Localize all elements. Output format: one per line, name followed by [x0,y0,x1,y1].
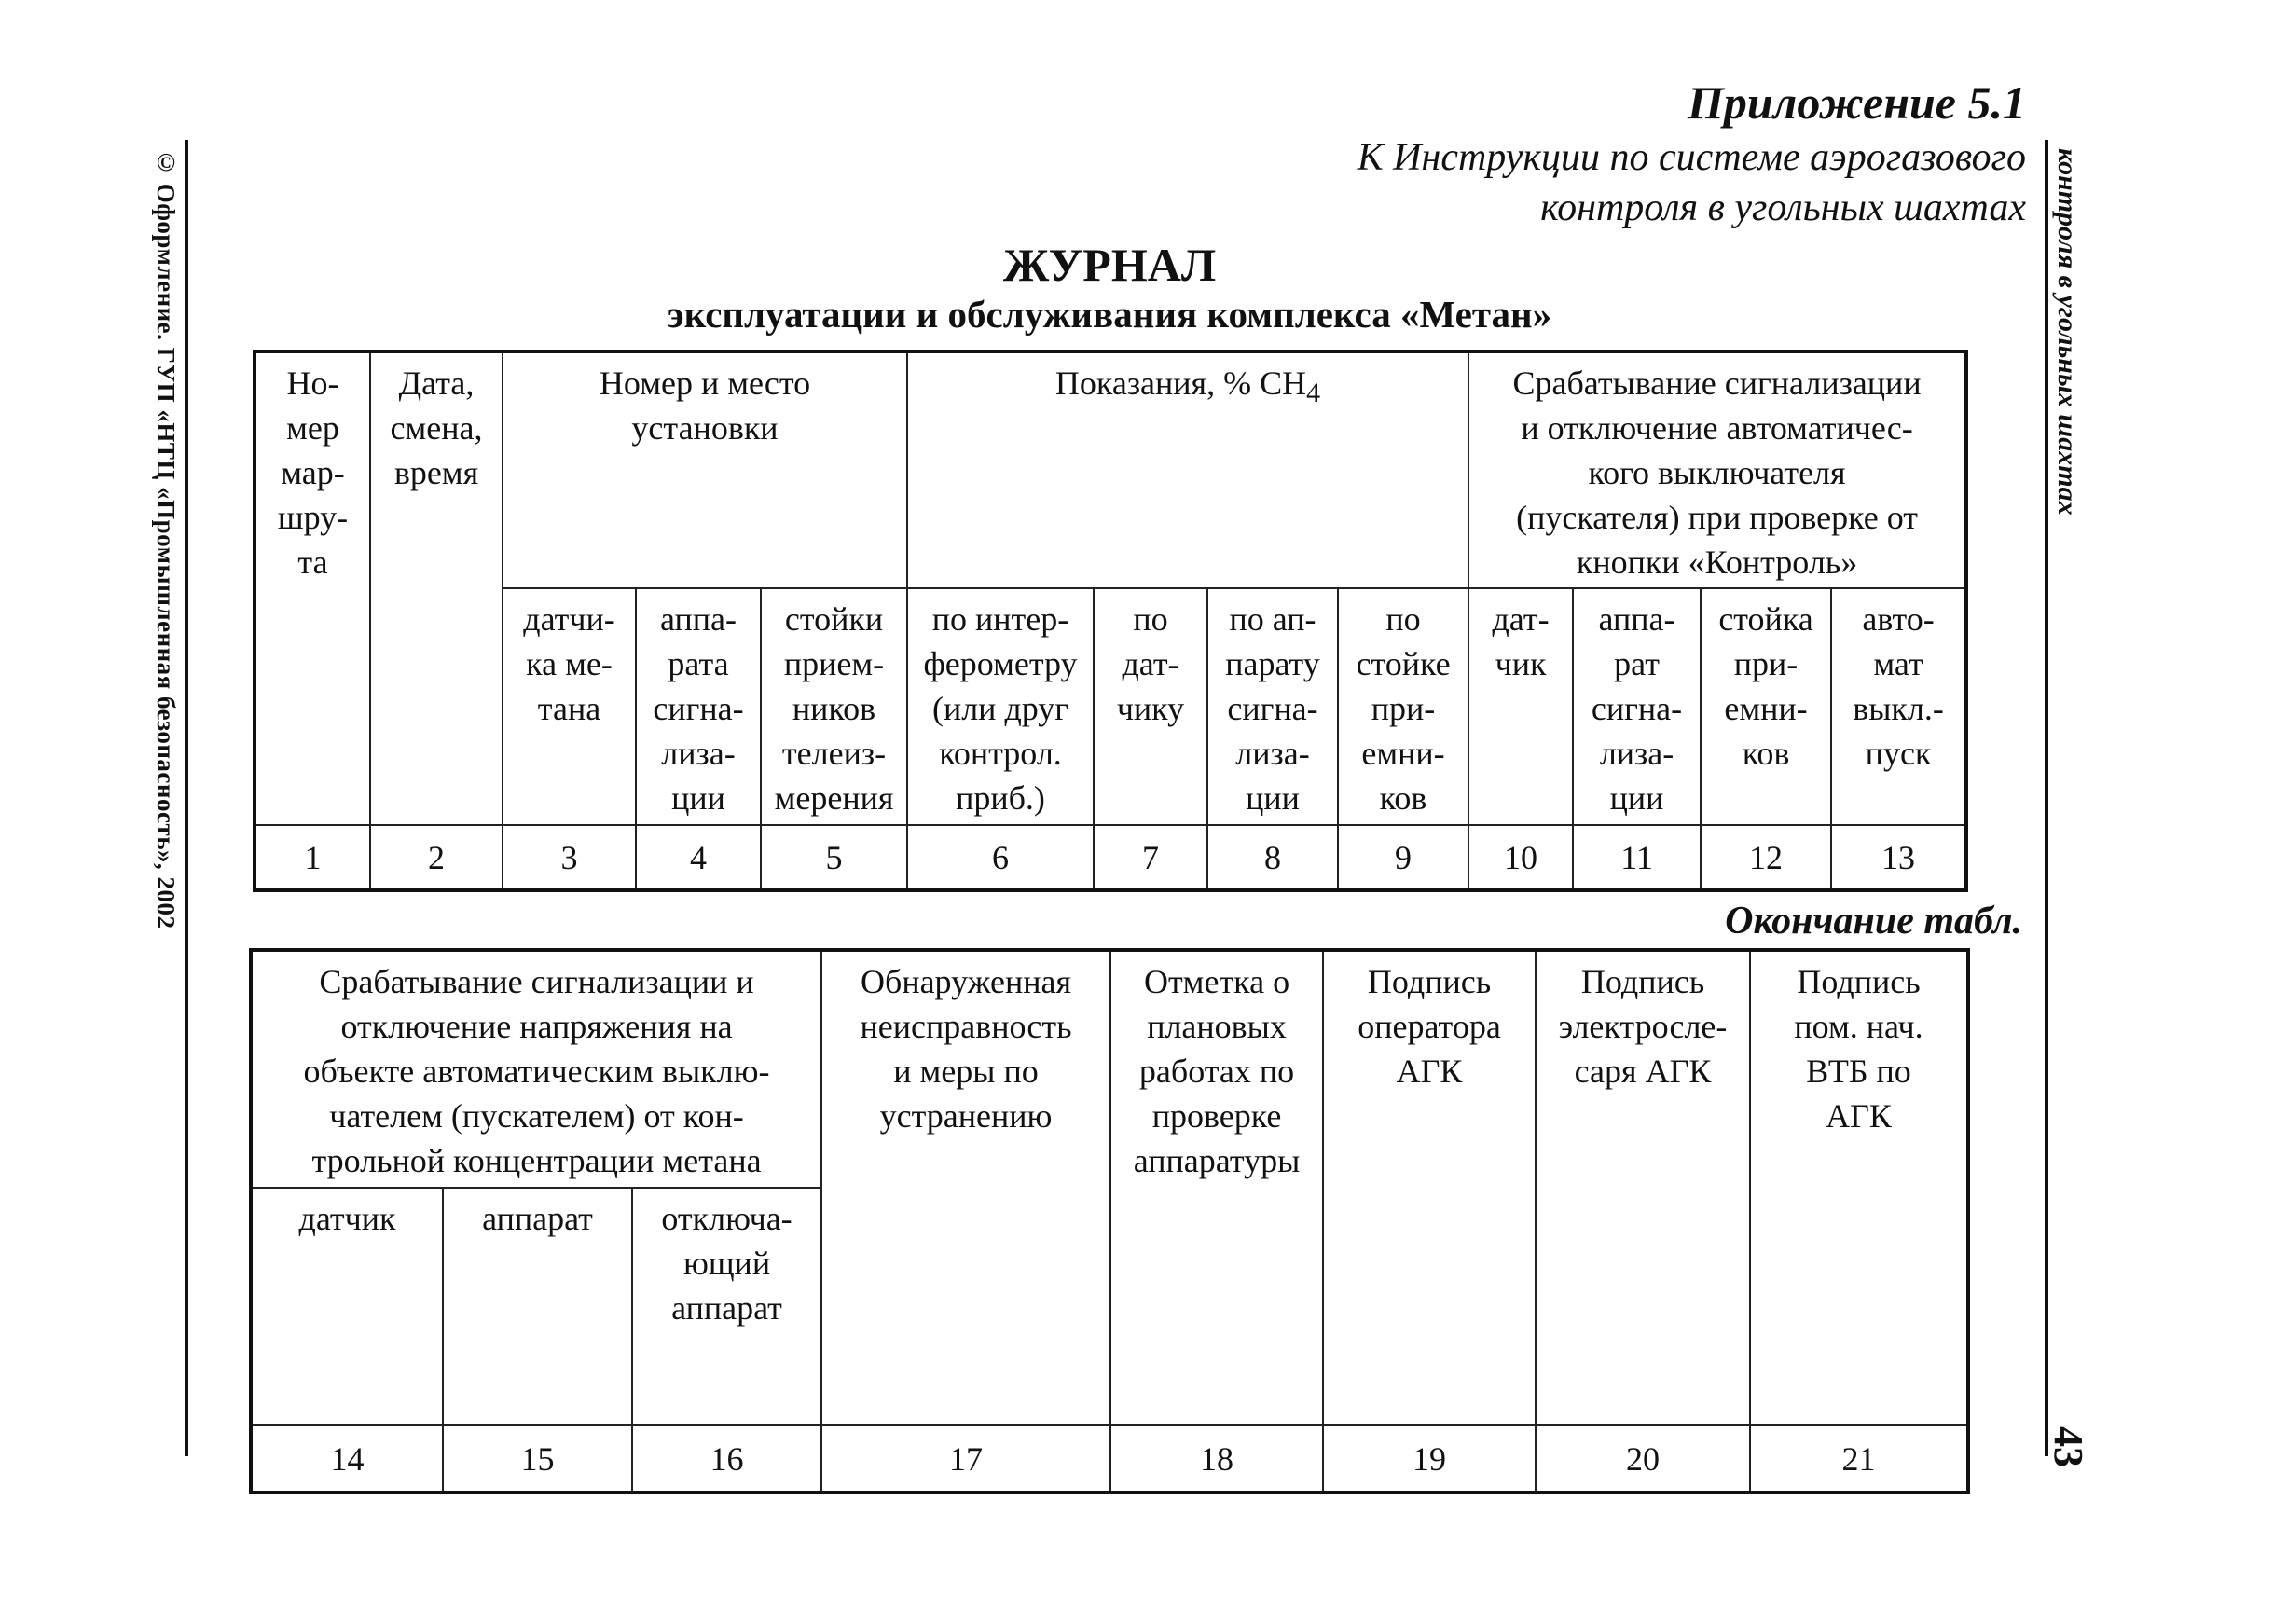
column-number: 3 [503,825,636,890]
column-number: 14 [251,1425,443,1493]
subheader-sensor: датчик [251,1188,443,1425]
header-date-shift-time: Дата, смена, время [370,351,503,825]
column-number: 21 [1750,1425,1968,1493]
appendix-subtitle-line2: контроля в угольных шахтах [1540,186,2026,229]
subheader-alarm-device: аппа- рата сигна- лиза- ции [636,588,761,825]
copyright-note: © Оформление. ГУП «НТЦ «Промышленная безопасность», 2002 [152,148,180,929]
appendix-title: Приложение 5.1 [1687,76,2026,129]
subheader-by-sensor: по дат- чику [1094,588,1207,825]
journal-table-part1 [253,350,1968,892]
subheader-alarm-receiver-rack: стойка при- емни- ков [1701,588,1831,825]
column-number: 8 [1207,825,1338,890]
subheader-telemetry-rack: стойки прием- ников телеиз- мерения [761,588,907,825]
journal-table-part2 [249,948,1970,1494]
column-number: 13 [1831,825,1966,890]
column-number: 18 [1110,1425,1323,1493]
column-number: 19 [1323,1425,1536,1493]
column-number: 6 [907,825,1094,890]
subheader-alarm-sensor: дат- чик [1468,588,1573,825]
header-readings [907,351,1468,588]
subheader-by-receiver-rack: по стойке при- емни- ков [1338,588,1468,825]
page-number: 43 [2046,1426,2091,1467]
header-operator-signature: Подпись оператора АГК [1323,950,1536,1425]
journal-title: ЖУРНАЛ [1002,239,1217,291]
column-number: 10 [1468,825,1573,890]
readings-subscript: 4 [1306,378,1321,409]
header-alarm-trip: Срабатывание сигнализации и отключение автоматичес- кого выключателя (пускателя) при проверке от кнопки «Контроль» [1468,351,1966,588]
appendix-subtitle-line1: К Инструкции по системе аэрогазового [1357,136,2026,179]
column-number: 16 [632,1425,821,1493]
column-number: 5 [761,825,907,890]
subheader-by-interferometer: по интер- ферометру (или друг контрол. приб.) [907,588,1094,825]
column-number: 2 [370,825,503,890]
running-header: контроля в угольных шахтах [2052,148,2083,516]
readings-label: Показания, % CH [1054,365,1307,402]
column-number: 15 [443,1425,632,1493]
subheader-by-alarm-device: по ап- парату сигна- лиза- ции [1207,588,1338,825]
column-number: 17 [821,1425,1110,1493]
journal-subtitle: эксплуатации и обслуживания комплекса «Метан» [667,293,1552,336]
column-number: 11 [1573,825,1701,890]
appendix-subtitle [1358,132,2026,233]
subheader-alarm-apparatus: аппа- рат сигна- лиза- ции [1573,588,1701,825]
column-number: 1 [255,825,370,890]
header-electrician-signature: Подпись электросле- саря АГК [1536,950,1750,1425]
column-number: 4 [636,825,761,890]
header-alarm-voltage-trip: Срабатывание сигнализации и отключение напряжения на объекте автоматическим выклю- чателем (пускателем) от кон- трольной концентрации метана [251,950,821,1188]
column-number: 7 [1094,825,1207,890]
subheader-disconnect-apparatus: отключа- ющий аппарат [632,1188,821,1425]
subheader-apparatus: аппарат [443,1188,632,1425]
subheader-methane-sensor: датчи- ка ме- тана [503,588,636,825]
header-route-number: Но- мер мар- шру- та [255,351,370,825]
column-number: 12 [1701,825,1831,890]
subheader-alarm-breaker: авто- мат выкл.- пуск [1831,588,1966,825]
header-planned-works: Отметка о плановых работах по проверке аппаратуры [1110,950,1323,1425]
header-install-location: Номер и место установки [503,351,907,588]
column-number: 20 [1536,1425,1750,1493]
header-assistant-signature: Подпись пом. нач. ВТБ по АГК [1750,950,1968,1425]
column-number: 9 [1338,825,1468,890]
header-detected-fault: Обнаруженная неисправность и меры по устранению [821,950,1110,1425]
table-end-label: Окончание табл. [1725,900,2022,943]
